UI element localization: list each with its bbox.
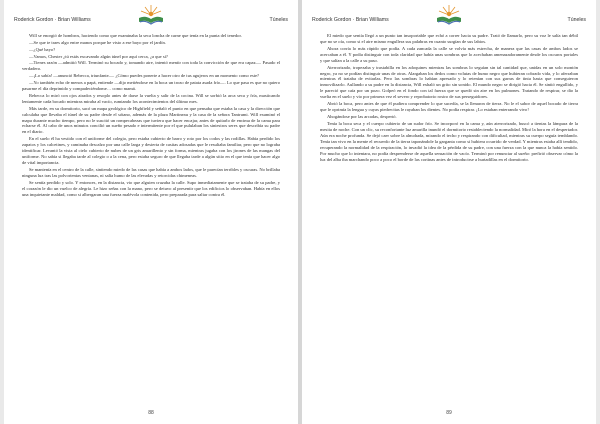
left-page [4,0,298,424]
paragraph: Rebecca lo miró con ojos airados y resoplo antes de darse la vuelta y salir de la cocina. Will se sorbió la arca seca y fría, masticando lentamente cada bocado mientras miraba al vacío, rumiando los acontecimientos del último mes. [22,92,280,104]
page-number: 88 [148,410,154,416]
header-title: Túneles [269,17,288,23]
header-title: Túneles [567,17,586,23]
paragraph: Se sentía perdido y solo. Y entonces, en la distancia, vio que alguien cruzaba la calle. Supo inmediatamente que se trataba de su padre, y el corazón le dio un vuelco de alegría. Le hizo señas con la mano, pero se detuvo al presentir que los edificios lo observaban. Había en ellos una inquietante maldad, como si albergaran una fuerza malévola contenida, pero preparada para saltar contra él. [22,179,280,197]
paragraph: El miedo que sentía llegó a un punto tan insoportable que echó a correr hacia su padre. Trató de llamarlo, pero su voz le salía tan débil que no se oía, como si el aire mismo engullera sus palabras en cuanto surgían de sus labios. [320,33,578,44]
right-page [302,0,596,424]
paragraph: —¿Qué bayo? [29,46,56,52]
paragraph: Ahogándose por las arcadas, despertó. [327,113,397,119]
paragraph: —Tienes razón —admitió Will. Terminó su bocado y, tomando aire, intentó mentir con toda la convicción de que era capaz—. Pasado el verdadero. [22,60,280,72]
page-number: 89 [446,410,452,416]
paragraph: Will se enorgió de hombros, haciendo como que examinaba la seca loncha de carne que tenía en la punta del tenedor. [29,33,242,38]
open-book-sunburst-icon [137,4,165,26]
page-body-text [22,33,280,385]
open-book-sunburst-icon [435,4,463,26]
paragraph: En el suelo él ha vestido con el uniforme del colegio, pero estaba cubierto de barro y roto por los codos y las rodillas. Había perdido los zapatos y los calcetines, y caminaba descalzo por una calle larga y desierta de casitas adosadas que le resultaba familiar, pero que no lograba identificar. Levantó la vista al cielo cubierto de nubes de un gris amarillento y sin forma, mientras jugaba con los jirones de las mangas del uniforme. No sabía si llegaba tarde al colegio o a la cena, pero estaba seguro de que llegaba tarde a algún sitio en el que tenía que hacer algo de vital importancia. [22,136,280,166]
paragraph: —Yo también echo de menos a papá, entiende —dijo metiéndose en la boca un trozo de patata asada frío—. Lo que pasa es que no quiero pasarme el día deprimido y compadeciéndome… como mamá. [22,80,280,91]
paragraph: Tenía la boca seca y el cuerpo cubierto de un sudor frío. Se incorporó en la cama y, aún aterrorizado, buscó a tientas la lámpara de la mesita de noche. Con un clic, su reconfortante luz amarilla inundó el dormitorio restableciendo la normalidad. Miró la hora en el despertador. Aún era noche profunda. Se dejó caer sobre la almohada, mirando el techo y respirando con dificultad, mientras su cuerpo seguía temblando. Tenía tan vivo en la mente el recuerdo de la tierra taponándole la garganta como si hubiera ocurrido de verdad. Y mientras estaba allí tendido, recuperando la normalidad de la respiración, lo invadió la idea de la pérdida de su padre, con una fuerza con la que nunca la había sentido. Por mucho que lo intentara, no podía desprenderse de aquella sensación de vacío. Terminó por renunciar al sueño: prefirió observar cómo la luz del alba iba marchando poco a poco el borde de las cortinas antes de introducirse a hurtadillas en el dormitorio. [320,120,578,162]
paragraph: —Se que te traes algo entre manos porque he visto a ese bayo por el jardín. [29,39,166,45]
header-author: Roderick Gordon · Brian Williams [312,17,389,23]
header-author: Roderick Gordon · Brian Williams [14,17,91,23]
paragraph: —¡Lo sabía! —anunció Rebecca, triunfante—. ¿Cómo puedes ponerte a hacer otro de tus agujeros en un momento como este? [29,73,260,79]
paragraph: Ahora corría lo más rápido que podía. A cada zancada la calle se volvía más estrecha, de manera que las casas de ambos lados se acercaban a él. Y podía distinguir con toda claridad que había unas sombras que lo acechaban amenazadoramente desde los oscuros portales y que salían a la calle a su paso. [320,45,578,63]
paragraph: Se mantenía en el centro de la calle, sintiendo miedo de las casas que había a ambos lados, que le parecían terribles y oscuras. No brillaba ninguna luz tras las polvorientas ventanas, ni salía humo de las elevadas y retorcidas chimeneas. [22,166,280,178]
page-body-text [320,33,578,385]
paragraph: —Vamos, Chester ¿tú estás excavando algún túnel por aquí cerca, ¿a que sí? [29,53,168,59]
paragraph: Abrió la boca, pero antes de que él pudiera comprender lo que sucedía, se la llenaron de tierra. No le el sabor de aquel bocado de tierra que le oprimía la lengua y cuyas piedrecitas le rayaban los dientes. No podía respirar. ¡Lo estaban enterrando vivo! [320,101,578,113]
paragraph: Aterrorizado, tropezaba y trastabilla en los adoquines mientras las sombras lo seguían sin tal cantidad que, unidas en un solo montón negro, ya no se podían distinguir unas de otras. Alargaban los dedos como volutas de humo negro que hubieran cobrado vida, y lo aferraban mientras él trataba de evitarlas. Pero las sombras lo habían apresado y lo retenían con sus garras de tinta hasta que conseguieron inmovilizarlo. Aullando a su padre en la distancia, Will exhaló un grito sin sonido. El mundo negro se dirigió hacia él. Se sintió engullido, y le pareció que caía por un pozo. Golpeó en el fondo con tal fuerza que se quedó sin aire en los pulmones. Tratando de respirar, se dio la vuelta en el suelo y vio por primera vez el severo y reprobatorio rostro de sus perseguidores. [320,64,578,100]
paragraph: Más tarde, en su dormitorio, sacó un mapa geológico de Highfield y señaló el punto en que pensaba que estaba la casa y la dirección que calculaba que llevaba el túnel de su padre desde el sótano, además de la plaza Martineau y la casa de la señora Tantrumi. Will examinó el mapa durante mucho tiempo, pero no le suscitó un rompecabezas que tuviera que hacer encajar, antes de quitarlo de encima de la cama para echarse él. Al cabo de unos minutos concilió un sueño pesado e intermitente por el que pululaban los siniestros seres que describía su padre en el diario. [22,105,280,135]
